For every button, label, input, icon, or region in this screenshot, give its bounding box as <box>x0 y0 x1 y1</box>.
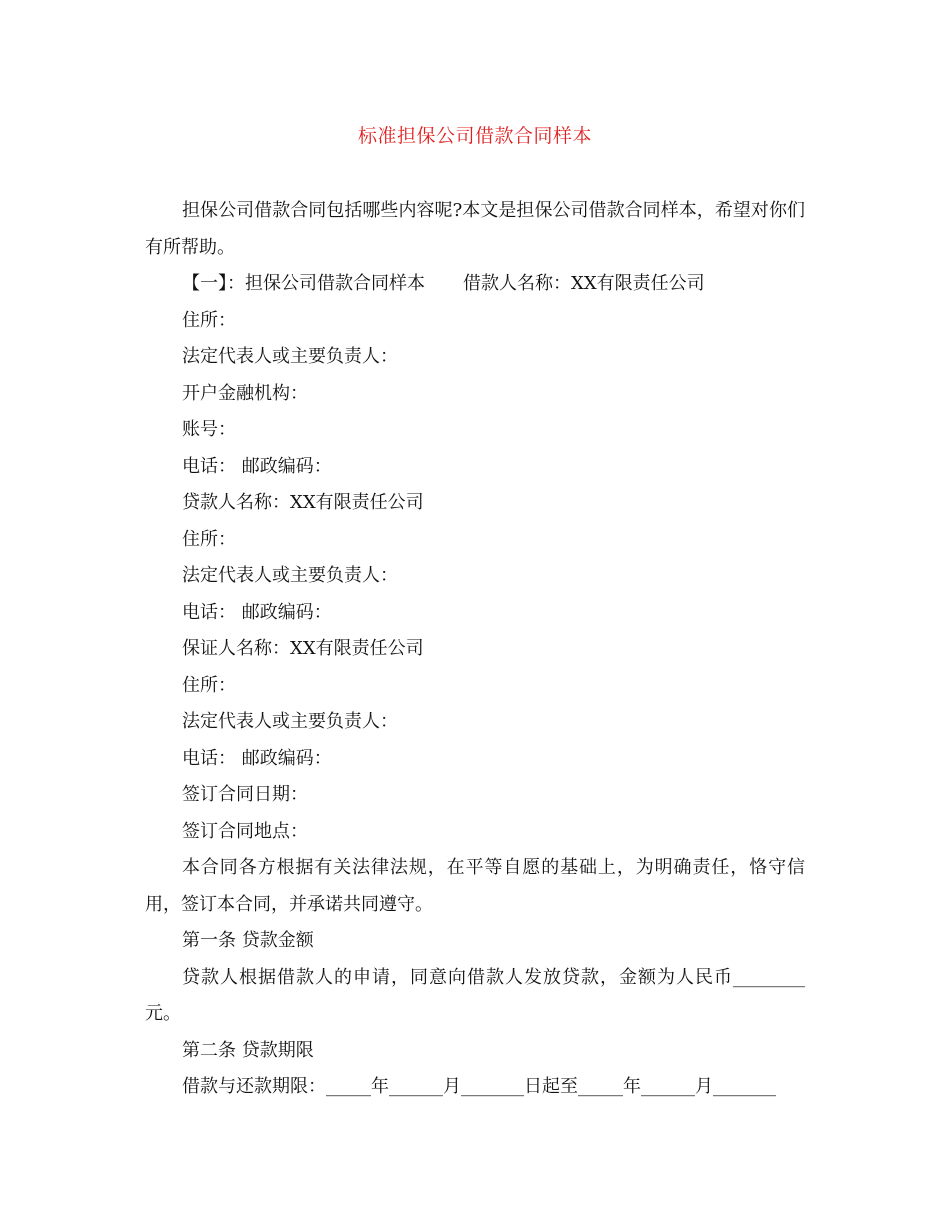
guarantor-address: 住所： <box>182 674 236 696</box>
article2-title: 第二条 贷款期限 <box>182 1039 314 1061</box>
guarantor-name: 保证人名称：XX有限责任公司 <box>182 638 424 659</box>
borrower-rep: 法定代表人或主要负责人： <box>182 346 398 367</box>
document-title: 标准担保公司借款合同样本 <box>357 125 592 147</box>
lender-phone: 电话： 邮政编码： <box>182 601 332 623</box>
document-body <box>145 193 805 1106</box>
borrower-address: 住所： <box>182 309 236 331</box>
intro-paragraph: 担保公司借款合同包括哪些内容呢?本文是担保公司借款合同样本，希望对你们有所帮助。 <box>145 200 805 258</box>
preamble-paragraph: 本合同各方根据有关法律法规，在平等自愿的基础上，为明确责任，恪守信用，签订本合同，并承诺共同遵守。 <box>145 857 805 915</box>
borrower-phone: 电话： 邮政编码： <box>182 455 332 477</box>
lender-name: 贷款人名称：XX有限责任公司 <box>182 492 424 513</box>
guarantor-rep: 法定代表人或主要负责人： <box>182 711 398 732</box>
borrower-bank: 开户金融机构： <box>182 382 308 404</box>
article1-title: 第一条 贷款金额 <box>182 930 314 951</box>
article1-text: 贷款人根据借款人的申请，同意向借款人发放贷款，金额为人民币________元。 <box>145 966 805 1024</box>
section-heading: 【一】：担保公司借款合同样本 <box>182 273 425 294</box>
section-heading-line <box>145 266 805 303</box>
sign-date: 签订合同日期： <box>182 784 308 805</box>
guarantor-phone: 电话： 邮政编码： <box>182 747 332 769</box>
borrower-name: 借款人名称：XX有限责任公司 <box>463 273 705 294</box>
lender-rep: 法定代表人或主要负责人： <box>182 565 398 586</box>
borrower-account: 账号： <box>182 419 236 440</box>
lender-address: 住所： <box>182 528 236 550</box>
sign-place: 签订合同地点： <box>182 820 308 842</box>
article2-text: 借款与还款期限：_____年______月_______日起至_____年______月_______ <box>182 1076 776 1097</box>
